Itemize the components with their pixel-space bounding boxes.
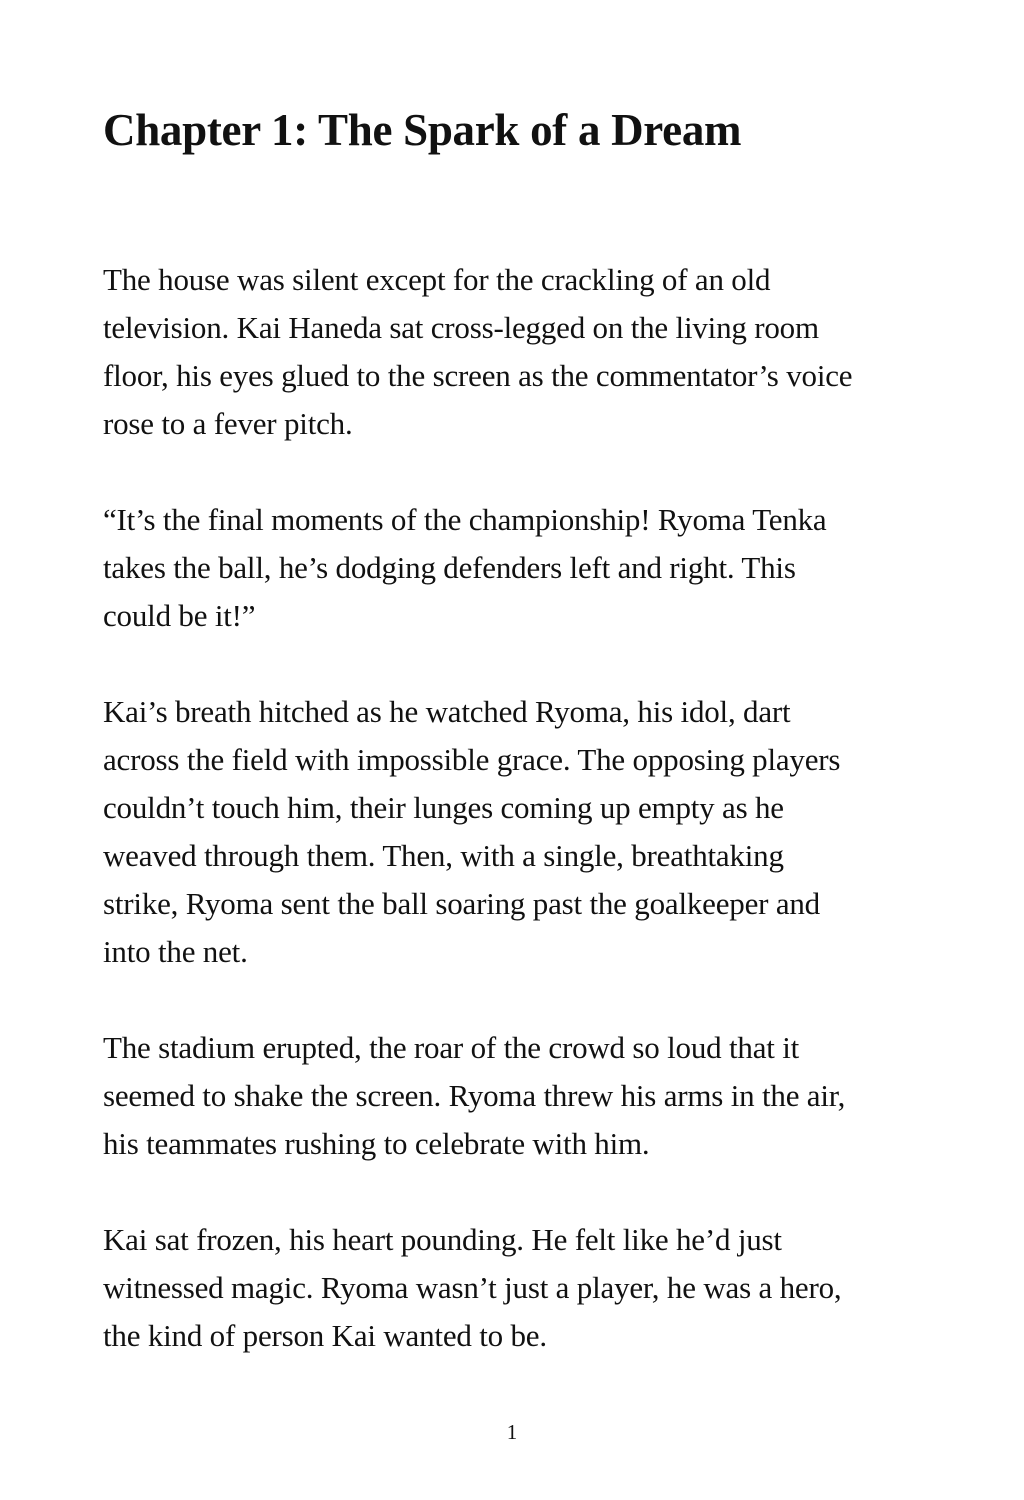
text-line: floor, his eyes glued to the screen as the commentator’s voice <box>103 358 853 393</box>
text-line: witnessed magic. Ryoma wasn’t just a player, he was a hero, <box>103 1270 842 1305</box>
text-line: into the net. <box>103 934 248 969</box>
chapter-body <box>103 256 925 1408</box>
paragraph-1 <box>103 256 925 448</box>
text-line: his teammates rushing to celebrate with him. <box>103 1126 650 1161</box>
text-line: rose to a fever pitch. <box>103 406 353 441</box>
text-line: could be it!” <box>103 598 256 633</box>
paragraph-4 <box>103 1024 925 1168</box>
paragraph-3 <box>103 688 925 976</box>
text-line: seemed to shake the screen. Ryoma threw his arms in the air, <box>103 1078 846 1113</box>
text-line: “It’s the final moments of the championship! Ryoma Tenka <box>103 502 827 537</box>
text-line: Kai’s breath hitched as he watched Ryoma, his idol, dart <box>103 694 791 729</box>
text-line: the kind of person Kai wanted to be. <box>103 1318 547 1353</box>
text-line: weaved through them. Then, with a single, breathtaking <box>103 838 784 873</box>
text-line: The stadium erupted, the roar of the crowd so loud that it <box>103 1030 800 1065</box>
chapter-title: Chapter 1: The Spark of a Dream <box>103 105 742 155</box>
text-line: takes the ball, he’s dodging defenders left and right. This <box>103 550 796 585</box>
text-line: Kai sat frozen, his heart pounding. He felt like he’d just <box>103 1222 782 1257</box>
text-line: across the field with impossible grace. The opposing players <box>103 742 841 777</box>
text-line: strike, Ryoma sent the ball soaring past the goalkeeper and <box>103 886 820 921</box>
text-line: couldn’t touch him, their lunges coming up empty as he <box>103 790 784 825</box>
page-number: 1 <box>506 1420 518 1444</box>
paragraph-2 <box>103 496 925 640</box>
text-line: The house was silent except for the crackling of an old <box>103 262 771 297</box>
text-line: television. Kai Haneda sat cross-legged on the living room <box>103 310 819 345</box>
paragraph-5 <box>103 1216 925 1360</box>
